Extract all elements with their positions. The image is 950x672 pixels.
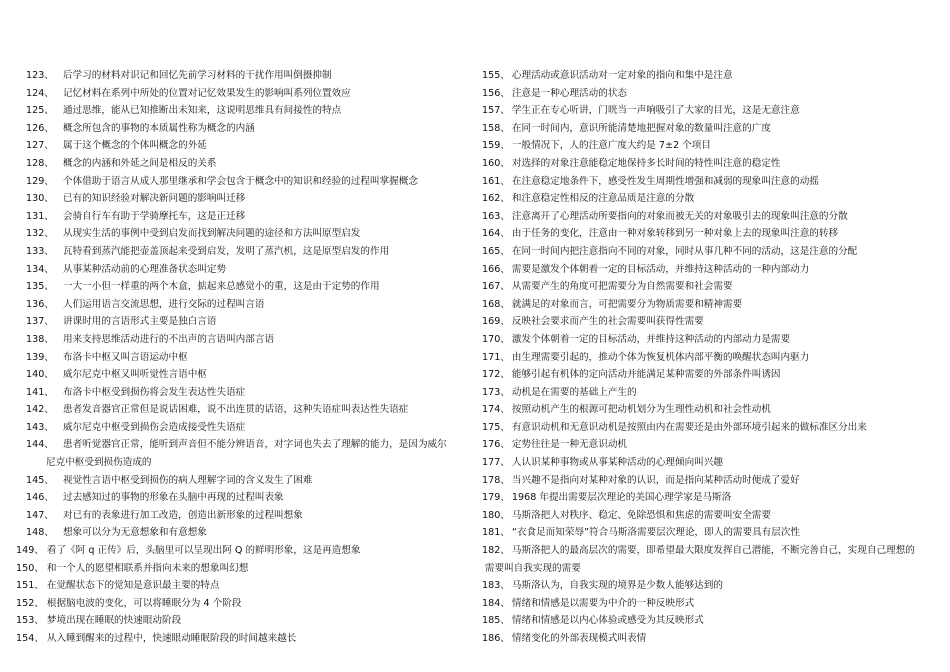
item-text-line: 能够引起有机体的定向活动并能满足某种需要的外部条件叫诱因 bbox=[511, 369, 781, 381]
list-item bbox=[482, 85, 934, 103]
item-text-line: 动机是在需要的基础上产生的 bbox=[511, 386, 637, 398]
item-text-continuation: 需要叫自我实现的需要 bbox=[484, 562, 581, 574]
item-text bbox=[63, 85, 466, 103]
list-item bbox=[26, 349, 466, 367]
item-text bbox=[63, 278, 466, 296]
item-text-line: 一大一小但一样重的两个木盒，掂起来总感觉小的重，这是由于定势的作用 bbox=[63, 281, 380, 293]
item-text-continuation: 尼克中枢受到损伤造成的 bbox=[46, 457, 152, 469]
item-text bbox=[63, 366, 466, 384]
list-item bbox=[482, 155, 934, 173]
item-text bbox=[63, 190, 466, 208]
item-text-line: 瓦特看到蒸汽能把壶盖顶起来受到启发，发明了蒸汽机，这是原型启发的作用 bbox=[63, 245, 390, 257]
item-number: 160、 bbox=[482, 157, 510, 169]
list-item bbox=[26, 419, 466, 437]
item-number: 148、 bbox=[26, 527, 54, 539]
item-text-line: 马斯洛把人对秩序、稳定、免除恐惧和焦虑的需要叫安全需要 bbox=[511, 509, 771, 521]
item-text bbox=[512, 489, 934, 507]
item-number: 171、 bbox=[482, 351, 510, 363]
item-number: 147、 bbox=[26, 509, 54, 521]
item-text bbox=[47, 577, 466, 595]
item-text bbox=[63, 313, 466, 331]
item-text-line: 记忆材料在系列中所处的位置对记忆效果发生的影响叫系列位置效应 bbox=[63, 87, 351, 99]
item-text-line: 由生理需要引起的，推动个体为恢复机体内部平衡的唤醒状态叫内驱力 bbox=[511, 351, 810, 363]
item-text-line: “衣食足而知荣辱”符合马斯洛需要层次理论，即人的需要具有层次性 bbox=[511, 527, 801, 539]
list-item bbox=[482, 331, 934, 349]
item-text-line: 梦境出现在睡眠的快速眼动阶段 bbox=[46, 615, 182, 627]
item-text-line: 通过思维，能从已知推断出未知来，这说明思维具有间接性的特点 bbox=[63, 105, 342, 117]
list-item bbox=[482, 366, 934, 384]
right-column bbox=[482, 67, 934, 648]
item-text bbox=[512, 419, 934, 437]
list-item bbox=[482, 173, 934, 191]
item-text-line: 需要是激发个体朝着一定的目标活动，并维持这种活动的一种内部动力 bbox=[511, 263, 810, 275]
item-text-line: 在觉醒状态下的觉知是意识最主要的特点 bbox=[46, 580, 220, 592]
item-number: 141、 bbox=[26, 386, 54, 398]
item-number: 162、 bbox=[482, 193, 510, 205]
list-item bbox=[26, 489, 466, 507]
item-text bbox=[63, 401, 466, 419]
item-text-line: 过去感知过的事物的形象在头脑中再现的过程叫表象 bbox=[63, 492, 284, 504]
list-item bbox=[26, 190, 466, 208]
list-item bbox=[482, 243, 934, 261]
item-number: 167、 bbox=[482, 281, 510, 293]
item-number: 182、 bbox=[482, 545, 510, 557]
list-item bbox=[16, 542, 466, 560]
item-text bbox=[63, 507, 466, 525]
item-text bbox=[512, 384, 934, 402]
item-text bbox=[512, 401, 934, 419]
item-text-line: 属于这个概念的个体叫概念的外延 bbox=[63, 140, 207, 152]
item-number: 176、 bbox=[482, 439, 510, 451]
list-item bbox=[26, 208, 466, 226]
item-text-line: 从现实生活的事例中受到启发而找到解决问题的途径和方法叫原型启发 bbox=[63, 228, 361, 240]
item-number: 149、 bbox=[16, 545, 44, 557]
item-number: 181、 bbox=[482, 527, 510, 539]
list-item bbox=[482, 67, 934, 85]
item-text bbox=[512, 261, 934, 279]
item-number: 158、 bbox=[482, 122, 510, 134]
item-number: 145、 bbox=[26, 474, 54, 486]
item-text bbox=[63, 120, 466, 138]
item-text-line: 定势往往是一种无意识动机 bbox=[511, 439, 628, 451]
item-number: 156、 bbox=[482, 87, 510, 99]
list-item bbox=[26, 67, 466, 85]
left-column bbox=[16, 67, 466, 648]
item-text bbox=[512, 85, 934, 103]
item-text-line: 患者听觉器官正常，能听到声音但不能分辨语音，对字词也失去了理解的能力，是因为威尔 bbox=[63, 439, 447, 451]
item-number: 164、 bbox=[482, 228, 510, 240]
item-text bbox=[512, 243, 934, 261]
list-item bbox=[26, 243, 466, 261]
list-item bbox=[26, 137, 466, 155]
item-number: 152、 bbox=[16, 597, 44, 609]
item-text-line: 布洛卡中枢又叫言语运动中枢 bbox=[63, 351, 188, 363]
item-number: 169、 bbox=[482, 316, 510, 328]
list-item bbox=[26, 507, 466, 525]
list-item bbox=[26, 472, 466, 490]
list-item bbox=[482, 542, 934, 577]
item-text-line: 1968 年提出需要层次理论的美国心理学家是马斯洛 bbox=[511, 492, 732, 504]
item-text bbox=[47, 560, 466, 578]
list-item bbox=[482, 208, 934, 226]
item-text-line: 概念所包含的事物的本质属性称为概念的内涵 bbox=[63, 122, 255, 134]
item-text bbox=[512, 454, 934, 472]
item-number: 174、 bbox=[482, 404, 510, 416]
item-number: 161、 bbox=[482, 175, 510, 187]
item-text-line: 当兴趣不是指向对某种对象的认识，而是指向某种活动时便成了爱好 bbox=[511, 474, 800, 486]
item-number: 135、 bbox=[26, 281, 54, 293]
item-number: 177、 bbox=[482, 457, 510, 469]
item-text-line: 威尔尼克中枢受到损伤会造成接受性失语症 bbox=[63, 421, 246, 433]
item-text-line: 反映社会要求而产生的社会需要叫获得性需要 bbox=[511, 316, 704, 328]
item-text-line: 情绪和情感是以需要为中介的一种反映形式 bbox=[511, 597, 695, 609]
item-text bbox=[512, 190, 934, 208]
list-item bbox=[16, 595, 466, 613]
list-item bbox=[482, 507, 934, 525]
list-item bbox=[482, 384, 934, 402]
item-text-line: 已有的知识经验对解决新问题的影响叫迁移 bbox=[63, 193, 246, 205]
item-number: 165、 bbox=[482, 245, 510, 257]
list-item bbox=[26, 261, 466, 279]
item-text bbox=[63, 155, 466, 173]
list-item bbox=[26, 120, 466, 138]
item-text-line: 有意识动机和无意识动机是按照由内在需要还是由外部环境引起来的做标准区分出来 bbox=[511, 421, 867, 433]
item-number: 127、 bbox=[26, 140, 54, 152]
list-item bbox=[26, 155, 466, 173]
item-text bbox=[512, 595, 934, 613]
item-text bbox=[47, 630, 466, 648]
item-text bbox=[63, 489, 466, 507]
list-item bbox=[482, 102, 934, 120]
item-text bbox=[512, 612, 934, 630]
list-item bbox=[26, 313, 466, 331]
item-text-line: 和注意稳定性相反的注意品质是注意的分散 bbox=[511, 193, 695, 205]
item-text bbox=[512, 225, 934, 243]
item-number: 151、 bbox=[16, 580, 44, 592]
list-item bbox=[482, 401, 934, 419]
list-item bbox=[482, 419, 934, 437]
item-number: 137、 bbox=[26, 316, 54, 328]
list-item bbox=[482, 630, 934, 648]
item-text bbox=[512, 313, 934, 331]
list-item bbox=[16, 630, 466, 648]
item-text-line: 情绪和情感是以内心体验或感受为其反映形式 bbox=[511, 615, 704, 627]
item-text-line: 从需要产生的角度可把需要分为自然需要和社会需要 bbox=[511, 281, 733, 293]
item-number: 125、 bbox=[26, 105, 54, 117]
item-number: 155、 bbox=[482, 70, 510, 81]
item-text bbox=[512, 137, 934, 155]
list-item bbox=[26, 384, 466, 402]
item-number: 138、 bbox=[26, 333, 54, 345]
item-text bbox=[63, 208, 466, 226]
item-text-line: 后学习的材料对识记和回忆先前学习材料的干扰作用叫倒摄抑制 bbox=[63, 70, 332, 81]
item-text bbox=[63, 137, 466, 155]
item-text-line: 对已有的表象进行加工改造，创造出新形象的过程叫想象 bbox=[63, 509, 303, 521]
item-text bbox=[63, 419, 466, 437]
list-item bbox=[16, 560, 466, 578]
item-text-line: 在同一时间内，意识所能清楚地把握对象的数量叫注意的广度 bbox=[511, 122, 771, 134]
item-text bbox=[63, 472, 466, 490]
list-item bbox=[482, 278, 934, 296]
list-item bbox=[482, 190, 934, 208]
item-text bbox=[47, 595, 466, 613]
item-text bbox=[512, 173, 934, 191]
item-text bbox=[512, 507, 934, 525]
list-item bbox=[16, 577, 466, 595]
list-item bbox=[482, 454, 934, 472]
item-number: 175、 bbox=[482, 421, 510, 433]
list-item bbox=[482, 612, 934, 630]
item-text bbox=[512, 155, 934, 173]
item-text bbox=[46, 436, 466, 471]
list-item bbox=[482, 137, 934, 155]
item-text-line: 马斯洛把人的最高层次的需要，即希望最大限度发挥自己潜能，不断完善自己，实现自己理想的 bbox=[511, 545, 915, 557]
item-number: 123、 bbox=[26, 70, 54, 81]
item-text-line: 概念的内涵和外延之间是相反的关系 bbox=[63, 157, 217, 169]
item-text bbox=[512, 630, 934, 648]
item-number: 168、 bbox=[482, 298, 510, 310]
item-text-line: 心理活动或意识活动对一定对象的指向和集中是注意 bbox=[511, 70, 733, 81]
item-text bbox=[47, 542, 466, 560]
item-text bbox=[512, 349, 934, 367]
list-item bbox=[482, 349, 934, 367]
item-text bbox=[512, 436, 934, 454]
item-text-line: 注意离开了心理活动所要指向的对象而被无关的对象吸引去的现象叫注意的分散 bbox=[511, 210, 848, 222]
item-text bbox=[512, 331, 934, 349]
item-text-line: 看了《阿 q 正传》后，头脑里可以呈现出阿 Q 的鲜明形象，这是再造想象 bbox=[46, 545, 361, 557]
item-text bbox=[512, 102, 934, 120]
item-text bbox=[512, 120, 934, 138]
item-text bbox=[512, 296, 934, 314]
item-number: 154、 bbox=[16, 633, 44, 644]
item-number: 133、 bbox=[26, 245, 54, 257]
list-item bbox=[482, 296, 934, 314]
item-text bbox=[63, 243, 466, 261]
item-number: 129、 bbox=[26, 175, 54, 187]
item-number: 178、 bbox=[482, 474, 510, 486]
list-item bbox=[26, 366, 466, 384]
list-item bbox=[482, 120, 934, 138]
item-text-line: 注意是一种心理活动的状态 bbox=[511, 87, 628, 99]
item-text bbox=[512, 577, 934, 595]
item-text bbox=[63, 524, 466, 542]
list-item bbox=[26, 524, 466, 542]
item-number: 172、 bbox=[482, 369, 510, 381]
item-text bbox=[47, 612, 466, 630]
item-number: 185、 bbox=[482, 615, 510, 627]
item-text-line: 会骑自行车有助于学骑摩托车，这是正迁移 bbox=[63, 210, 246, 222]
item-text-line: 激发个体朝着一定的目标活动，并维持这种活动的内部动力是需要 bbox=[511, 333, 791, 345]
item-text bbox=[512, 524, 934, 542]
item-number: 163、 bbox=[482, 210, 510, 222]
list-item bbox=[482, 595, 934, 613]
item-text-line: 一般情况下，人的注意广度大约是 7±2 个项目 bbox=[511, 140, 711, 152]
item-number: 130、 bbox=[26, 193, 54, 205]
item-number: 186、 bbox=[482, 633, 510, 644]
item-number: 179、 bbox=[482, 492, 510, 504]
item-number: 180、 bbox=[482, 509, 510, 521]
item-text-line: 威尔尼克中枢又叫听觉性言语中枢 bbox=[63, 369, 207, 381]
item-number: 144、 bbox=[26, 439, 54, 451]
item-number: 142、 bbox=[26, 404, 54, 416]
item-text-line: 情绪变化的外部表现模式叫表情 bbox=[511, 633, 647, 644]
item-number: 150、 bbox=[16, 562, 44, 574]
item-text bbox=[63, 173, 466, 191]
item-text-line: 从入睡到醒来的过程中，快速眼动睡眠阶段的时间越来越长 bbox=[46, 633, 297, 644]
item-text-line: 视觉性言语中枢受到损伤的病人理解字词的含义发生了困难 bbox=[63, 474, 313, 486]
list-item bbox=[482, 524, 934, 542]
list-item bbox=[26, 401, 466, 419]
item-text bbox=[63, 261, 466, 279]
item-text-line: 就满足的对象而言，可把需要分为物质需要和精神需要 bbox=[511, 298, 743, 310]
item-text-line: 在注意稳定地条件下，感受性发生周期性增强和减弱的现象叫注意的动摇 bbox=[511, 175, 819, 187]
item-text bbox=[63, 225, 466, 243]
item-text bbox=[63, 296, 466, 314]
item-text bbox=[512, 472, 934, 490]
item-text-line: 马斯洛认为，自我实现的境界是少数人能够达到的 bbox=[511, 580, 723, 592]
item-text-line: 从事某种活动前的心理准备状态叫定势 bbox=[63, 263, 227, 275]
item-number: 184、 bbox=[482, 597, 510, 609]
list-item bbox=[26, 102, 466, 120]
list-item bbox=[26, 173, 466, 191]
item-number: 183、 bbox=[482, 580, 510, 592]
list-item bbox=[482, 225, 934, 243]
item-number: 166、 bbox=[482, 263, 510, 275]
item-text bbox=[63, 67, 466, 85]
item-number: 140、 bbox=[26, 369, 54, 381]
item-text-line: 讲课时用的言语形式主要是独白言语 bbox=[63, 316, 217, 328]
list-item bbox=[26, 85, 466, 103]
item-text bbox=[512, 278, 934, 296]
item-text-line: 人认识某种事物或从事某种活动的心理倾向叫兴趣 bbox=[511, 457, 723, 469]
item-text-line: 患者发音器官正常但是说话困难，说不出连贯的话语，这种失语症叫表达性失语症 bbox=[63, 404, 409, 416]
list-item bbox=[482, 261, 934, 279]
item-text-line: 人们运用语言交流思想，进行交际的过程叫言语 bbox=[63, 298, 265, 310]
item-text-line: 对选择的对象注意能稳定地保持多长时间的特性叫注意的稳定性 bbox=[511, 157, 781, 169]
item-text-line: 用来支持思维活动进行的不出声的言语叫内部言语 bbox=[63, 333, 275, 345]
item-number: 136、 bbox=[26, 298, 54, 310]
item-text-line: 学生正在专心听讲，门咣当一声响吸引了大家的目光，这是无意注意 bbox=[511, 105, 800, 117]
item-text-line: 想象可以分为无意想象和有意想象 bbox=[63, 527, 207, 539]
item-number: 139、 bbox=[26, 351, 54, 363]
list-item bbox=[26, 436, 466, 471]
item-text-line: 在同一时间内把注意指向不同的对象，同时从事几种不同的活动，这是注意的分配 bbox=[511, 245, 858, 257]
list-item bbox=[482, 436, 934, 454]
list-item bbox=[482, 489, 934, 507]
item-text-line: 由于任务的变化，注意由一种对象转移到另一种对象上去的现象叫注意的转移 bbox=[511, 228, 839, 240]
item-text bbox=[63, 331, 466, 349]
item-number: 153、 bbox=[16, 615, 44, 627]
list-item bbox=[482, 313, 934, 331]
item-text bbox=[512, 208, 934, 226]
list-item bbox=[26, 331, 466, 349]
item-text bbox=[63, 384, 466, 402]
item-text-line: 布洛卡中枢受到损伤将会发生表达性失语症 bbox=[63, 386, 246, 398]
item-number: 143、 bbox=[26, 421, 54, 433]
item-number: 128、 bbox=[26, 157, 54, 169]
item-number: 131、 bbox=[26, 210, 54, 222]
item-text-line: 按照动机产生的根源可把动机划分为生理性动机和社会性动机 bbox=[511, 404, 771, 416]
item-number: 157、 bbox=[482, 105, 510, 117]
item-text-line: 个体借助于语言从成人那里继承和学会包含于概念中的知识和经验的过程叫掌握概念 bbox=[63, 175, 418, 187]
list-item bbox=[482, 577, 934, 595]
list-item bbox=[26, 278, 466, 296]
item-text bbox=[512, 67, 934, 85]
item-text-line: 根据脑电波的变化，可以将睡眠分为 4 个阶段 bbox=[46, 597, 242, 609]
item-number: 134、 bbox=[26, 263, 54, 275]
item-number: 132、 bbox=[26, 228, 54, 240]
item-number: 124、 bbox=[26, 87, 54, 99]
list-item bbox=[482, 472, 934, 490]
item-number: 126、 bbox=[26, 122, 54, 134]
item-text bbox=[63, 102, 466, 120]
list-item bbox=[26, 296, 466, 314]
item-number: 159、 bbox=[482, 140, 510, 152]
item-text-line: 和一个人的愿望相联系并指向未来的想象叫幻想 bbox=[46, 562, 249, 574]
item-text bbox=[512, 366, 934, 384]
item-number: 146、 bbox=[26, 492, 54, 504]
item-number: 170、 bbox=[482, 333, 510, 345]
item-number: 173、 bbox=[482, 386, 510, 398]
list-item bbox=[26, 225, 466, 243]
list-item bbox=[16, 612, 466, 630]
item-text bbox=[63, 349, 466, 367]
